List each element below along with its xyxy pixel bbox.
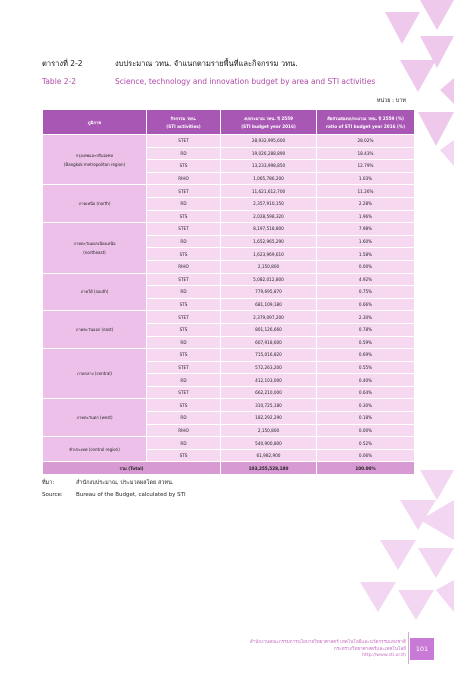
ratio-cell: 0.00%: [317, 424, 415, 437]
budget-cell: 5,082,012,800: [221, 273, 317, 286]
budget-cell: 61,982,900: [221, 449, 317, 462]
budget-cell: 1,652,965,290: [221, 235, 317, 248]
source-text: Bureau of the Budget, calculated by STI: [76, 492, 186, 498]
activity-cell: STS: [147, 298, 221, 311]
source-label: Source:: [42, 492, 63, 498]
activity-cell: STS: [147, 349, 221, 362]
budget-cell: 2,150,800: [221, 424, 317, 437]
ratio-cell: 1.60%: [317, 235, 415, 248]
header-ratio: สัดส่วนต่องบประมาณ วทน. ปี 2559 (%) ratio of STI budget year 2016 (%): [317, 110, 415, 135]
budget-cell: 572,263,200: [221, 361, 317, 374]
ratio-cell: 18.43%: [317, 147, 415, 160]
budget-cell: 662,210,000: [221, 386, 317, 399]
table-row: [43, 311, 415, 324]
ratio-cell: 0.00%: [317, 260, 415, 273]
page-number: 101: [410, 638, 434, 660]
footer-org-line2: กระทรวงวิทยาศาสตร์และเทคโนโลยี: [333, 646, 406, 652]
region-name: ภาคตะวันตก (west): [76, 415, 113, 421]
ratio-cell: 2.28%: [317, 197, 415, 210]
budget-cell: 13,233,998,850: [221, 160, 317, 173]
budget-cell: 2,379,097,200: [221, 311, 317, 324]
ratio-cell: 12.79%: [317, 160, 415, 173]
activity-cell: STS: [147, 210, 221, 223]
table-row: [43, 399, 415, 412]
footer-divider: [408, 632, 409, 664]
footer-url[interactable]: http://www.sti.or.th: [362, 653, 406, 658]
budget-cell: 607,918,600: [221, 336, 317, 349]
region-cell: [43, 135, 147, 185]
header-region: ภูมิภาค: [43, 110, 147, 135]
region-name: ภาคตะวันออกเฉียงเหนือ: [73, 241, 116, 247]
ratio-cell: 1.03%: [317, 172, 415, 185]
activity-cell: RIHO: [147, 172, 221, 185]
total-label: รวม (Total): [43, 462, 221, 475]
budget-cell: 715,016,820: [221, 349, 317, 362]
ratio-cell: 0.69%: [317, 349, 415, 362]
budget-cell: 681,109,180: [221, 298, 317, 311]
total-ratio: 100.00%: [317, 462, 415, 475]
ratio-cell: 0.18%: [317, 412, 415, 425]
region-name: กรุงเทพและปริมณฑล: [75, 153, 114, 159]
caption-label: ตารางที่ 2-2: [42, 59, 83, 68]
footer: [250, 640, 406, 660]
budget-cell: 2,357,910,150: [221, 197, 317, 210]
ratio-cell: 0.59%: [317, 336, 415, 349]
region-cell: [43, 437, 147, 462]
ratio-cell: 0.06%: [317, 449, 415, 462]
ratio-cell: 0.75%: [317, 286, 415, 299]
ratio-cell: 2.30%: [317, 311, 415, 324]
budget-cell: 2,028,598,320: [221, 210, 317, 223]
ratio-cell: 4.92%: [317, 273, 415, 286]
budget-cell: 1,065,786,200: [221, 172, 317, 185]
budget-cell: 19,026,288,890: [221, 147, 317, 160]
region-cell: [43, 349, 147, 399]
ratio-cell: 28.02%: [317, 135, 415, 148]
table-header-row: [43, 110, 415, 135]
ratio-cell: 0.55%: [317, 361, 415, 374]
caption-label: Table 2-2: [42, 77, 77, 86]
budget-cell: 801,126,660: [221, 323, 317, 336]
activity-cell: RD: [147, 437, 221, 450]
caption-text: งบประมาณ วทน. จำแนกตามรายพื้นที่และกิจกรรม วทน.: [115, 59, 298, 68]
header-activity: กิจกรรม วทน. (STI activities): [147, 110, 221, 135]
activity-cell: RIHO: [147, 424, 221, 437]
budget-cell: 779,695,870: [221, 286, 317, 299]
region-cell: [43, 399, 147, 437]
activity-cell: RD: [147, 286, 221, 299]
activity-cell: STET: [147, 361, 221, 374]
table-row: [43, 349, 415, 362]
activity-cell: STS: [147, 248, 221, 261]
activity-cell: STET: [147, 185, 221, 198]
ratio-cell: 0.40%: [317, 374, 415, 387]
region-name: ทั่วประเทศ (central region): [69, 446, 120, 452]
region-name: ภาคกลาง (central): [77, 371, 112, 377]
budget-cell: 412,103,000: [221, 374, 317, 387]
region-cell: [43, 273, 147, 311]
region-cell: [43, 223, 147, 273]
unit-label: หน่วย : บาท: [376, 98, 406, 104]
activity-cell: STS: [147, 399, 221, 412]
table-row: [43, 273, 415, 286]
activity-cell: STET: [147, 386, 221, 399]
region-name-english: (northeast): [83, 250, 106, 256]
budget-cell: 28,932,995,600: [221, 135, 317, 148]
activity-cell: RD: [147, 197, 221, 210]
activity-cell: RD: [147, 336, 221, 349]
budget-cell: 310,725,180: [221, 399, 317, 412]
footer-org-line1: สำนักงานคณะกรรมการนโยบายวิทยาศาสตร์ เทคโนโลยีและนวัตกรรมแห่งชาติ: [249, 640, 406, 645]
table-row: [43, 437, 415, 450]
table-row: [43, 135, 415, 148]
budget-cell: 8,197,518,800: [221, 223, 317, 236]
budget-cell: 2,150,800: [221, 260, 317, 273]
ratio-cell: 1.58%: [317, 248, 415, 261]
total-budget: 103,255,528,180: [221, 462, 317, 475]
activity-cell: STS: [147, 449, 221, 462]
activity-cell: STET: [147, 273, 221, 286]
ratio-cell: 0.30%: [317, 399, 415, 412]
activity-cell: RD: [147, 147, 221, 160]
region-name: ภาคตะวันออก (east): [75, 327, 114, 333]
header-budget: งบประมาณ วทน. ปี 2559 (STI budget year 2016): [221, 110, 317, 135]
activity-cell: STS: [147, 323, 221, 336]
activity-cell: STS: [147, 160, 221, 173]
activity-cell: STET: [147, 135, 221, 148]
region-cell: [43, 311, 147, 349]
activity-cell: STET: [147, 223, 221, 236]
ratio-cell: 1.96%: [317, 210, 415, 223]
budget-table: [42, 109, 415, 475]
table-row: [43, 223, 415, 236]
source-text: สำนักงบประมาณ, ประมวลผลโดย สวทน.: [76, 480, 174, 486]
budget-cell: 182,292,290: [221, 412, 317, 425]
table-body: [43, 135, 415, 475]
caption-text: Science, technology and innovation budget by area and STI activities: [115, 77, 376, 86]
activity-cell: RIHO: [147, 260, 221, 273]
ratio-cell: 0.64%: [317, 386, 415, 399]
region-cell: [43, 185, 147, 223]
budget-cell: 11,621,612,700: [221, 185, 317, 198]
ratio-cell: 7.98%: [317, 223, 415, 236]
ratio-cell: 0.66%: [317, 298, 415, 311]
budget-cell: 540,900,800: [221, 437, 317, 450]
activity-cell: RD: [147, 374, 221, 387]
region-name: ภาคเหนือ (north): [78, 201, 111, 207]
ratio-cell: 0.52%: [317, 437, 415, 450]
activity-cell: RD: [147, 412, 221, 425]
budget-cell: 1,623,969,610: [221, 248, 317, 261]
region-name-english: (Bangkok metropolitan region): [63, 162, 126, 168]
total-row: [43, 462, 415, 475]
region-name: ภาคใต้ (south): [80, 289, 109, 295]
ratio-cell: 0.78%: [317, 323, 415, 336]
table-row: [43, 185, 415, 198]
source-label: ที่มา:: [42, 480, 55, 486]
activity-cell: STET: [147, 311, 221, 324]
ratio-cell: 11.26%: [317, 185, 415, 198]
activity-cell: RD: [147, 235, 221, 248]
